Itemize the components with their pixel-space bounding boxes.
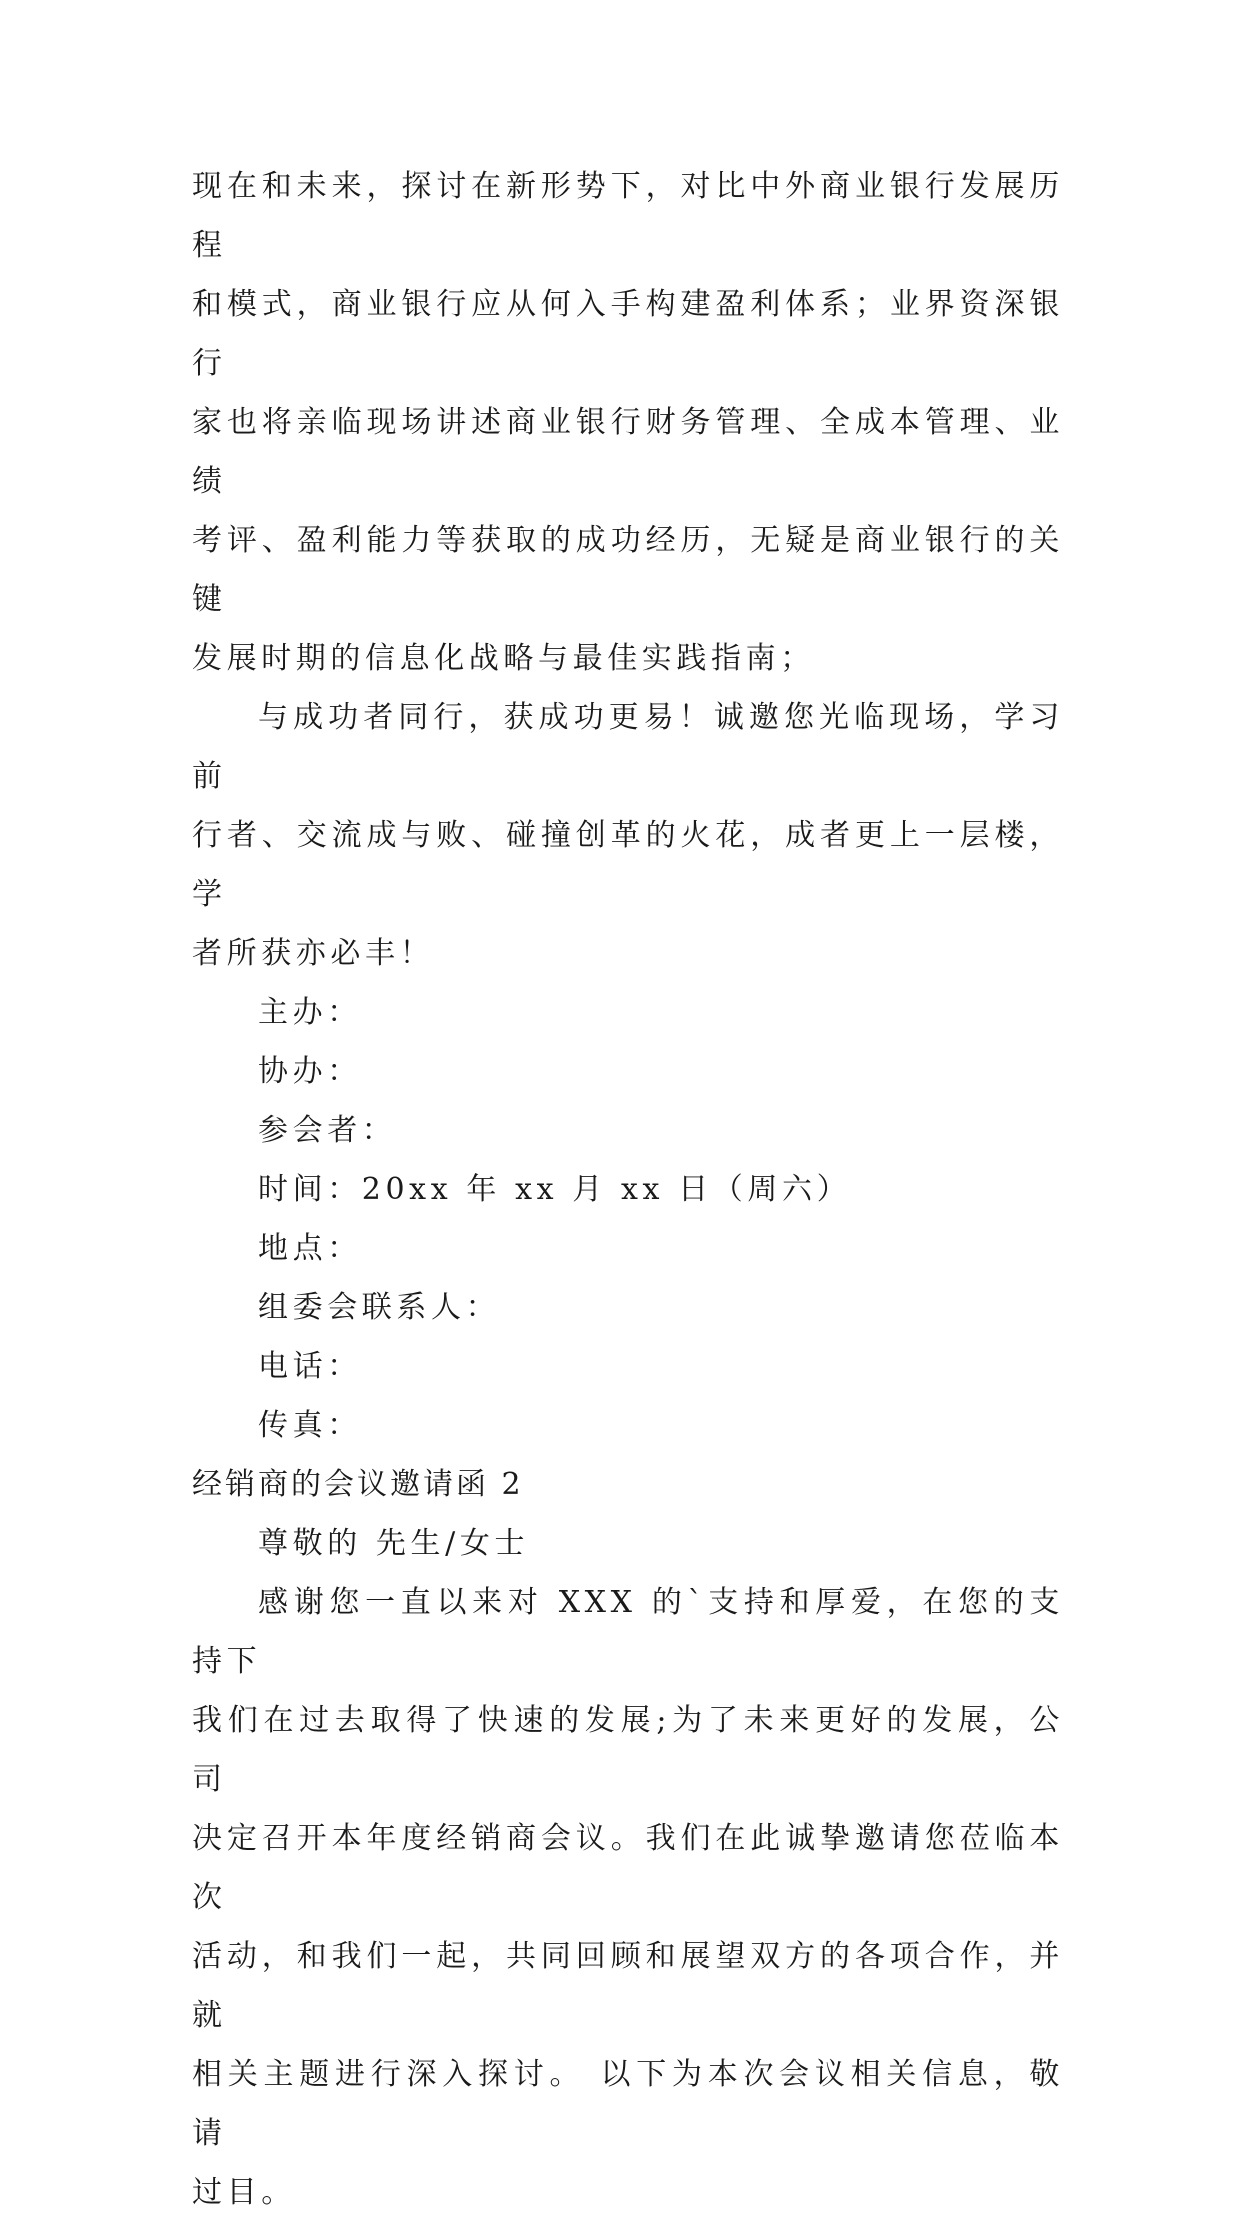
field-time: 时间：20xx 年 xx 月 xx 日（周六） xyxy=(258,1172,852,1207)
text-line: 我们在过去取得了快速的发展;为了未来更好的发展，公司 xyxy=(192,1703,1064,1797)
salutation: 尊敬的 先生/女士 xyxy=(258,1526,530,1561)
paragraph-seminar-intro xyxy=(192,157,1064,688)
text-line: 现在和未来，探讨在新形势下，对比中外商业银行发展历程 xyxy=(192,169,1064,263)
field-contact: 组委会联系人： xyxy=(258,1290,501,1325)
text-line: 过目。 xyxy=(192,2175,296,2210)
text-line: 和模式，商业银行应从何入手构建盈利体系；业界资深银行 xyxy=(192,287,1064,381)
text-line: 考评、盈利能力等获取的成功经历，无疑是商业银行的关键 xyxy=(192,523,1064,617)
field-attendees: 参会者： xyxy=(258,1113,397,1148)
field-phone: 电话： xyxy=(258,1349,362,1384)
text-line: 决定召开本年度经销商会议。我们在此诚挚邀请您莅临本次 xyxy=(192,1821,1064,1915)
text-line: 家也将亲临现场讲述商业银行财务管理、全成本管理、业绩 xyxy=(192,405,1064,499)
text-line: 发展时期的信息化战略与最佳实践指南； xyxy=(192,641,815,676)
text-line: 活动，和我们一起，共同回顾和展望双方的各项合作，并就 xyxy=(192,1939,1064,2033)
text-line: 行者、交流成与败、碰撞创革的火花，成者更上一层楼，学 xyxy=(192,818,1064,912)
field-fax: 传真： xyxy=(258,1408,362,1443)
text-line: 感谢您一直以来对 XXX 的`支持和厚爱，在您的支持下 xyxy=(192,1585,1064,1679)
field-organizer: 主办： xyxy=(258,995,362,1030)
field-co-organizer: 协办： xyxy=(258,1054,362,1089)
text-line: 者所获亦必丰！ xyxy=(192,936,435,971)
document-body xyxy=(192,157,1064,2222)
text-line: 相关主题进行深入探讨。 以下为本次会议相关信息，敬请 xyxy=(192,2057,1064,2151)
text-line: 与成功者同行，获成功更易！诚邀您光临现场，学习前 xyxy=(192,700,1064,794)
paragraph-dealer-meeting xyxy=(192,1573,1064,2222)
field-location: 地点： xyxy=(258,1231,362,1266)
section-title: 经销商的会议邀请函 2 xyxy=(192,1467,524,1502)
paragraph-invitation xyxy=(192,688,1064,983)
